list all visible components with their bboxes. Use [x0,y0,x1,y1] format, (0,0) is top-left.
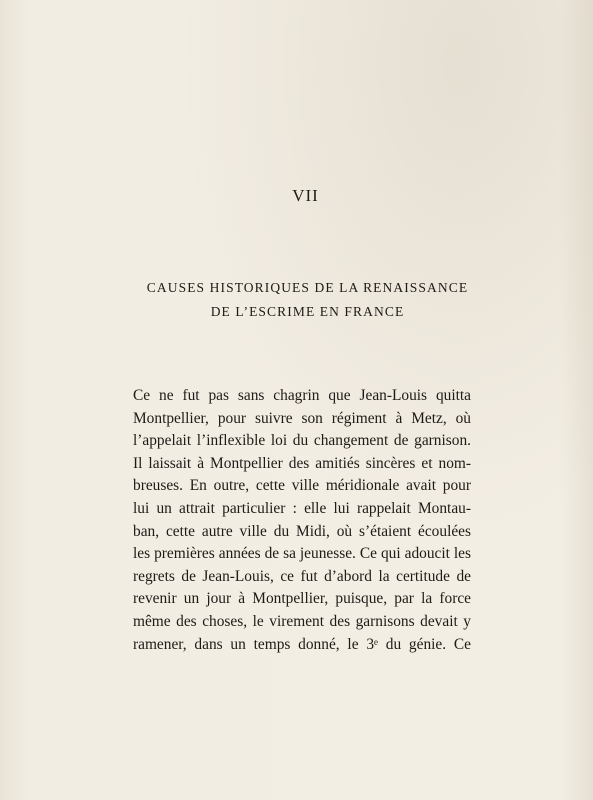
text-line: ramener, dans un temps donné, le 3ᵉ du génie. Ce [133,635,471,653]
chapter-title [0,276,593,324]
text-line: regrets de Jean-Louis, ce fut d’abord la certitude de [133,567,471,585]
text-line: Montpellier, pour suivre son régiment à Metz, où [133,409,471,427]
chapter-title-line-1: CAUSES HISTORIQUES DE LA RENAISSANCE [146,280,469,295]
show-through-text [150,52,164,75]
text-line: Il laissait à Montpellier des amitiés sincères et nom- [133,454,471,472]
text-line: les premières années de sa jeunesse. Ce qui adoucit les [133,545,471,563]
text-line: ban, cette autre ville du Midi, où s’étaient écoulées [133,522,471,540]
body-paragraph [133,385,471,656]
text-line: breuses. En outre, cette ville méridionale avait pour [133,477,471,495]
chapter-number: VII [292,186,319,205]
text-line: même des choses, le virement des garnisons devait y [133,612,471,630]
text-line: Ce ne fut pas sans chagrin que Jean-Louis quitta [133,387,471,404]
text-line: revenir un jour à Montpellier, puisque, par la force [133,590,471,608]
text-line: l’appelait l’inflexible loi du changement de garnison. [133,432,471,450]
text-line: lui un attrait particulier : elle lui rappelait Montau- [133,499,471,517]
chapter-title-line-2: DE L’ESCRIME EN FRANCE [210,304,405,319]
